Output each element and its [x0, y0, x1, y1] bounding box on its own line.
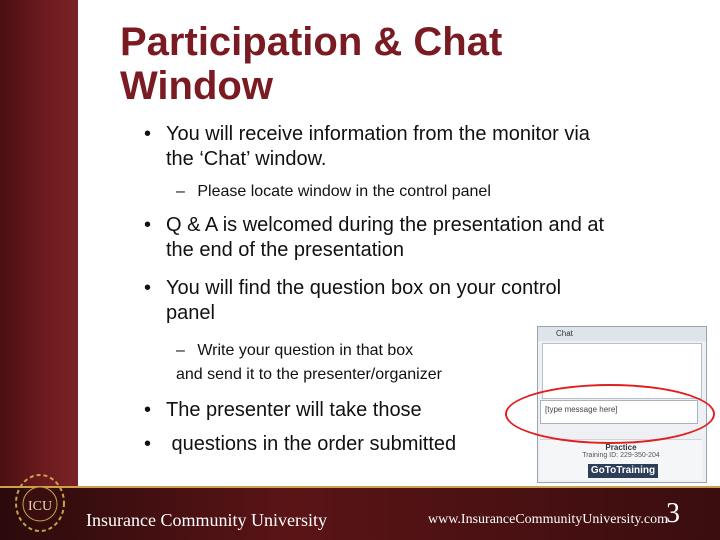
bullet-4 [144, 398, 422, 423]
sub-bullet-1-text: Please locate window in the control panel [197, 183, 491, 200]
bullet-1-line1: You will receive information from the monitor via [166, 123, 590, 145]
title-line1: Participation & Chat [120, 20, 503, 64]
bullet-1 [144, 122, 590, 172]
sub-bullet-2-line2: and send it to the presenter/organizer [176, 366, 442, 383]
sub-bullet-1 [176, 181, 491, 203]
dash: – [176, 183, 185, 200]
chat-panel-title: Chat [556, 329, 573, 338]
bullet-2 [144, 213, 605, 263]
bullet-3 [144, 276, 562, 326]
bullet-dot: • [144, 123, 152, 145]
bullet-3-line2: panel [166, 302, 215, 324]
chat-panel-header [538, 327, 706, 341]
dash: – [176, 342, 185, 359]
gototraining-logo: GoToTraining [588, 464, 658, 478]
slide-title [120, 20, 502, 108]
left-sidebar [0, 0, 78, 488]
bullet-1-line2: the ‘Chat’ window. [166, 148, 327, 170]
footer-website[interactable]: www.InsuranceCommunityUniversity.com [428, 512, 669, 527]
sub-bullet-2-line1: Write your question in that box [197, 342, 414, 359]
bullet-5 [144, 432, 457, 457]
bullet-2-line1: Q & A is welcomed during the presentation and at [166, 214, 605, 236]
bullet-dot: • [144, 214, 152, 236]
chat-input-placeholder: [type message here] [545, 405, 618, 414]
bullet-4-line1: The presenter will take those [166, 399, 422, 421]
bullet-3-line1: You will find the question box on your control [166, 277, 562, 299]
sub-bullet-2 [176, 340, 442, 386]
bullet-dot: • [144, 399, 152, 421]
icu-laurel-logo [10, 470, 70, 536]
bullet-5-line1: questions in the order submitted [166, 433, 457, 455]
footer-university: Insurance Community University [86, 510, 327, 530]
bullet-2-line2: the end of the presentation [166, 239, 404, 261]
page-number: 3 [666, 498, 680, 529]
practice-label: Practice [605, 443, 637, 452]
training-id: Training ID: 229-350-204 [582, 452, 660, 459]
title-line2: Window [120, 64, 273, 108]
practice-area [540, 439, 702, 480]
highlight-oval [505, 384, 715, 444]
bullet-dot: • [144, 433, 152, 455]
svg-text:ICU: ICU [27, 499, 53, 514]
bullet-dot: • [144, 277, 152, 299]
